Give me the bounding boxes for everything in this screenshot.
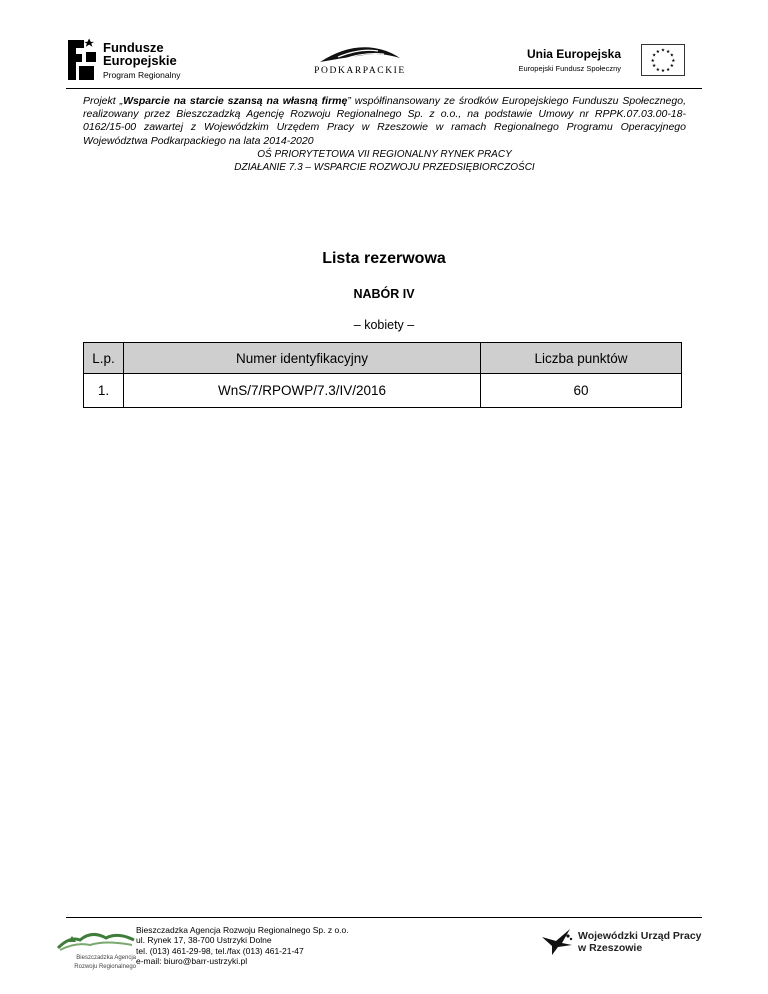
measure-line: DZIAŁANIE 7.3 – WSPARCIE ROZWOJU PRZEDSIĘBIORCZOŚCI <box>234 162 535 173</box>
project-description <box>83 95 686 148</box>
ue-logo-line1: Unia Europejska <box>526 47 621 61</box>
document-title: Lista rezerwowa <box>322 250 446 267</box>
header-lp: L.p. <box>84 343 124 374</box>
svg-text:★: ★ <box>655 49 660 55</box>
unia-europejska-logo <box>505 44 685 80</box>
wup-logo <box>540 927 710 957</box>
eu-flag-icon <box>641 44 685 76</box>
svg-text:★: ★ <box>669 53 675 59</box>
svg-text:★: ★ <box>666 67 671 73</box>
fe-logo-line1: Fundusze <box>103 40 164 55</box>
svg-text:★: ★ <box>660 69 666 75</box>
fundusze-europejskie-logo <box>66 38 216 88</box>
project-rest: ” współfinansowany ze środków Europejskiego Funduszu Społecznego, realizowany przez Bieszczadzką Agencję Rozwoju Regionalnego Sp. z o.o., na podstawie Umowy nr RPPK.07.03.00-18-0162/15-00 zawartej z Wojewódzkim Urzędem Pracy w Rzeszowie w ramach Regionalnego Programu Operacyjnego Województwa Podkarpackiego na lata 2014-2020 <box>83 95 686 147</box>
svg-text:★: ★ <box>669 64 675 70</box>
wup-bird-icon <box>540 927 574 957</box>
ue-logo-line2: Europejski Fundusz Społeczny <box>518 64 621 73</box>
barr-logo-line2: Rozwoju Regionalnego <box>74 964 136 970</box>
cell-lp: 1. <box>84 374 124 408</box>
svg-text:★: ★ <box>651 53 657 59</box>
svg-text:★: ★ <box>660 48 666 54</box>
barr-logo <box>56 926 136 976</box>
footer-address-line: Bieszczadzka Agencja Rozwoju Regionalnego Sp. z o.o. <box>136 925 349 935</box>
header-points: Liczba punktów <box>481 343 682 374</box>
footer-address <box>136 925 349 966</box>
footer-email: e-mail: biuro@barr-ustrzyki.pl <box>136 955 248 966</box>
svg-text:★: ★ <box>655 67 660 73</box>
barr-mountains-icon <box>56 926 136 952</box>
project-prefix: Projekt „ <box>83 95 124 107</box>
cell-points: 60 <box>481 374 682 408</box>
document-group-label: – kobiety – <box>353 318 415 332</box>
document-subtitle: NABÓR IV <box>353 287 415 301</box>
svg-text:★: ★ <box>671 58 676 64</box>
table-header-row <box>84 343 682 374</box>
priority-axis <box>83 148 686 174</box>
footer-address-line: ul. Rynek 17, 38-700 Ustrzyki Dolne <box>136 935 272 946</box>
footer-address-line: tel. (013) 461-29-98, tel./fax (013) 461-21-47 <box>136 945 304 956</box>
svg-text:★: ★ <box>650 58 655 64</box>
podkarpackie-name: PODKARPACKIE <box>314 66 406 76</box>
wup-logo-line1: Wojewódzki Urząd Pracy <box>578 930 702 942</box>
project-name: Wsparcie na starcie szansą na własną firmę <box>123 95 348 107</box>
priority-axis-line: OŚ PRIORYTETOWA VII REGIONALNY RYNEK PRACY <box>257 149 512 160</box>
fe-logo-line3: Program Regionalny <box>103 70 181 80</box>
podkarpackie-mountains-icon <box>318 42 402 64</box>
barr-logo-line1: Bieszczadzka Agencja <box>76 955 136 961</box>
cell-id-number: WnS/7/RPOWP/7.3/IV/2016 <box>124 374 481 408</box>
header-id-number: Numer identyfikacyjny <box>124 343 481 374</box>
footer-divider <box>66 917 702 918</box>
podkarpackie-logo <box>300 42 420 78</box>
fundusze-europejskie-icon <box>66 38 98 82</box>
svg-text:★: ★ <box>651 64 657 70</box>
reserve-list-table <box>83 342 682 408</box>
fe-logo-line2: Europejskie <box>103 53 177 68</box>
wup-logo-line2: w Rzeszowie <box>578 942 643 954</box>
header-divider <box>66 88 702 89</box>
table-row <box>84 374 682 408</box>
svg-text:★: ★ <box>666 49 671 55</box>
